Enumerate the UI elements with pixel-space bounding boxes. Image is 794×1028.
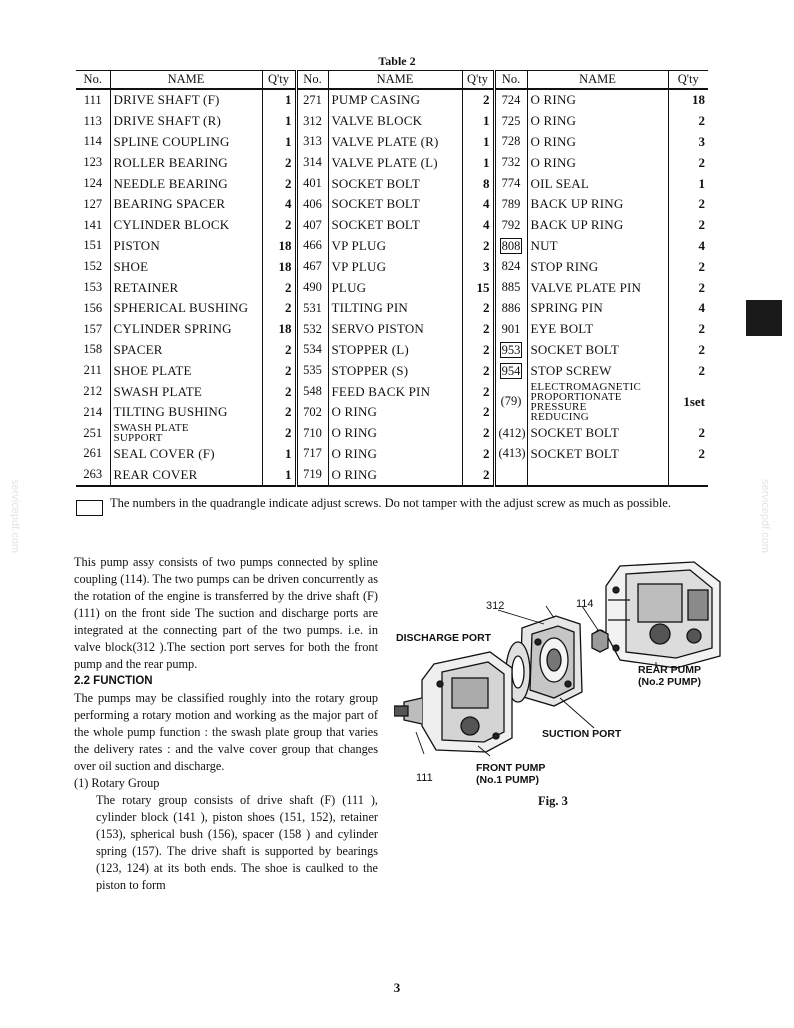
cell-part-name: SOCKET BOLT — [328, 173, 462, 194]
intro-paragraph: This pump assy consists of two pumps connected by spline coupling (114). The two pumps can be driven concurrently as the rotation of the engine is transferred by the drive shaft (F) (111) on the front side The suction and discharge ports are integrated at the connecting part of the two pumps. i.e. in valve block(312 ).The section port serves for both the front pump and the rear pump. — [74, 555, 378, 671]
page-number: 3 — [393, 980, 401, 995]
cell-part-no: 214 — [83, 404, 103, 419]
table-header-row — [76, 71, 708, 90]
cell-part-no: 263 — [76, 464, 110, 486]
cell-quantity: 2 — [462, 360, 494, 381]
part-name-line: PRESSURE — [530, 400, 587, 413]
cell-quantity: 2 — [462, 423, 494, 444]
figure-label-rear-pump-no2: (No.2 PUMP) — [638, 676, 701, 688]
cell-quantity: 1 — [668, 173, 708, 194]
cell-quantity: 2 — [262, 298, 296, 319]
spline-coupling-drawing — [592, 630, 608, 652]
header-qty: Q'ty — [462, 71, 494, 90]
cell-quantity: 1 — [262, 132, 296, 153]
table-row — [76, 444, 708, 465]
cell-part-no: 312 — [296, 111, 328, 132]
cell-quantity: 8 — [462, 173, 494, 194]
cell-part-name: TILTING PIN — [328, 298, 462, 319]
cell-part-name: BACK UP RING — [527, 215, 668, 236]
cell-quantity: 2 — [668, 423, 708, 444]
cell-quantity: 2 — [668, 215, 708, 236]
cell-quantity: 2 — [462, 340, 494, 361]
cell-part-no: 123 — [83, 155, 103, 170]
cell-part-name: SPACER — [110, 340, 262, 361]
rotary-group-paragraph: The rotary group consists of drive shaft (F) (111 ), cylinder block (141 ), piston shoes (151, 152), retainer (153), spherical bush (156), spacer (158 ) and cylinder spring (157). The drive shaft is supported by bearings (123, 124) at its both ends. The shoe is caulked to the piston to form — [96, 793, 378, 892]
part-name-line: SWASH PLATE — [113, 422, 189, 435]
cell-quantity: 2 — [668, 194, 708, 215]
cell-part-name: SPRING PIN — [527, 298, 668, 319]
cell-part-no: 141 — [83, 217, 103, 232]
cell-quantity: 1 — [262, 89, 296, 111]
table-row — [76, 381, 708, 402]
cell-part-no: 153 — [83, 280, 103, 295]
cell-part-no: 158 — [83, 342, 103, 357]
cell-part-no: 886 — [494, 298, 527, 319]
table-row — [76, 256, 708, 277]
cell-quantity: 2 — [462, 444, 494, 465]
cell-quantity: 4 — [462, 194, 494, 215]
cell-part-no: 156 — [83, 300, 103, 315]
cell-quantity: 18 — [262, 256, 296, 277]
cell-part-name: VALVE PLATE PIN — [527, 277, 668, 298]
cell-quantity: 2 — [262, 215, 296, 236]
cell-part-no: 548 — [296, 381, 328, 402]
cell-part-name: SOCKET BOLT — [328, 215, 462, 236]
header-name: NAME — [328, 71, 462, 90]
cell-quantity: 2 — [462, 236, 494, 257]
cell-part-no: 151 — [83, 238, 103, 253]
cell-quantity: 1 — [462, 132, 494, 153]
cell-part-name: CYLINDER SPRING — [110, 319, 262, 340]
table-row — [76, 111, 708, 132]
cell-quantity: 4 — [668, 298, 708, 319]
figure-label-front-pump: FRONT PUMP — [476, 762, 546, 774]
cell-quantity: 4 — [462, 215, 494, 236]
table-title: Table 2 — [378, 54, 416, 68]
figure-label-114: 114 — [576, 598, 594, 610]
cell-quantity: 3 — [668, 132, 708, 153]
cell-quantity: 2 — [262, 381, 296, 402]
cell-part-name: PUMP CASING — [328, 89, 462, 111]
cell-quantity: 2 — [462, 381, 494, 402]
cell-quantity: 2 — [668, 444, 708, 465]
cell-part-name: OIL SEAL — [527, 173, 668, 194]
cell-part-no: 719 — [296, 464, 328, 486]
cell-quantity: 1 — [262, 444, 296, 465]
cell-part-no: 531 — [296, 298, 328, 319]
legend-note: The numbers in the quadrangle indicate adjust screws. Do not tamper with the adjust screw as much as possible. — [110, 496, 671, 510]
header-no: No. — [296, 71, 328, 90]
table-row — [76, 132, 708, 153]
cell-part-name: SHOE — [110, 256, 262, 277]
cell-part-no: 532 — [296, 319, 328, 340]
cell-part-no — [494, 236, 527, 257]
table-row — [76, 340, 708, 361]
cell-part-name: RETAINER — [110, 277, 262, 298]
cell-part-name: O RING — [328, 444, 462, 465]
header-no: No. — [76, 71, 110, 90]
header-no: No. — [494, 71, 527, 90]
table-row — [76, 236, 708, 257]
cell-part-name: STOP SCREW — [527, 360, 668, 381]
part-name-line: PROPORTIONATE — [530, 390, 622, 403]
cell-quantity: 15 — [462, 277, 494, 298]
cell-quantity: 2 — [462, 402, 494, 423]
cell-quantity: 2 — [262, 340, 296, 361]
cell-part-no: 535 — [296, 360, 328, 381]
cell-part-no: 774 — [494, 173, 527, 194]
cell-part-name: EYE BOLT — [527, 319, 668, 340]
cell-part-name: SOCKET BOLT — [527, 340, 668, 361]
cell-part-no: 113 — [83, 113, 102, 128]
cell-quantity: 18 — [262, 236, 296, 257]
cell-part-no: 702 — [296, 402, 328, 423]
cell-part-no: 534 — [296, 340, 328, 361]
table-row — [76, 194, 708, 215]
cell-quantity: 4 — [262, 194, 296, 215]
cell-quantity: 1set — [668, 381, 708, 423]
cell-part-name: SOCKET BOLT — [328, 194, 462, 215]
cell-part-name: STOP RING — [527, 256, 668, 277]
cell-part-no: 314 — [296, 152, 328, 173]
cell-quantity: 18 — [262, 319, 296, 340]
cell-part-name: FEED BACK PIN — [328, 381, 462, 402]
adjust-screw-number: 808 — [501, 238, 521, 253]
figure-label-suction-port: SUCTION PORT — [542, 728, 622, 740]
cell-part-no: 401 — [296, 173, 328, 194]
table-row — [76, 152, 708, 173]
cell-quantity: 2 — [462, 298, 494, 319]
header-qty: Q'ty — [668, 71, 708, 90]
cell-part-no: 725 — [494, 111, 527, 132]
cell-part-no: 124 — [83, 176, 103, 191]
parts-table-body — [76, 89, 708, 486]
cell-part-name: VALVE PLATE (R) — [328, 132, 462, 153]
cell-part-no: 732 — [494, 152, 527, 173]
cell-part-name: O RING — [527, 152, 668, 173]
table-row — [76, 464, 708, 486]
section-heading: 2.2 FUNCTION — [74, 675, 153, 687]
cell-quantity: 3 — [462, 256, 494, 277]
table-row — [76, 277, 708, 298]
cell-part-name: PISTON — [110, 236, 262, 257]
watermark-left: servicepdf.com — [8, 479, 21, 553]
cell-quantity: 2 — [262, 277, 296, 298]
cell-quantity: 2 — [668, 152, 708, 173]
cell-quantity: 2 — [668, 277, 708, 298]
cell-quantity: 2 — [462, 319, 494, 340]
cell-part-name: O RING — [328, 464, 462, 486]
cell-part-no: 490 — [296, 277, 328, 298]
cell-part-name: SOCKET BOLT — [527, 423, 668, 444]
front-pump-drawing — [394, 652, 512, 752]
cell-part-no — [494, 360, 527, 381]
cell-part-no: 251 — [83, 425, 103, 440]
cell-quantity: 2 — [262, 360, 296, 381]
cell-part-name: STOPPER (S) — [328, 360, 462, 381]
cell-quantity: 1 — [262, 111, 296, 132]
cell-part-name: CYLINDER BLOCK — [110, 215, 262, 236]
header-name: NAME — [110, 71, 262, 90]
subheading-rotary-group: (1) Rotary Group — [74, 776, 160, 790]
cell-part-name: BACK UP RING — [527, 194, 668, 215]
part-name-line: REDUCING — [530, 410, 589, 423]
header-qty: Q'ty — [262, 71, 296, 90]
cell-part-no: 710 — [296, 423, 328, 444]
cell-quantity: 1 — [462, 152, 494, 173]
cell-part-no: 212 — [83, 384, 103, 399]
legend-quadrangle-symbol — [76, 500, 103, 516]
cell-part-name: STOPPER (L) — [328, 340, 462, 361]
cell-part-no: 261 — [83, 446, 103, 461]
cell-quantity: 2 — [668, 319, 708, 340]
table-row — [76, 319, 708, 340]
cell-part-name: O RING — [328, 402, 462, 423]
cell-part-name: VALVE PLATE (L) — [328, 152, 462, 173]
cell-part-name: VP PLUG — [328, 256, 462, 277]
cell-quantity: 2 — [262, 173, 296, 194]
cell-part-name: SERVO PISTON — [328, 319, 462, 340]
cell-part-name: SWASH PLATE — [110, 381, 262, 402]
adjust-screw-number: 953 — [501, 342, 521, 357]
table-row — [76, 173, 708, 194]
cell-part-name: NEEDLE BEARING — [110, 173, 262, 194]
cell-part-name: O RING — [527, 89, 668, 111]
body-text — [74, 554, 378, 894]
cell-quantity — [668, 464, 708, 486]
figure-label-111: 111 — [416, 772, 433, 784]
cell-part-name: O RING — [328, 423, 462, 444]
cell-part-name — [527, 464, 668, 486]
cell-part-name-multiline — [110, 423, 262, 444]
cell-quantity: 1 — [262, 464, 296, 486]
cell-part-name: O RING — [527, 132, 668, 153]
rear-pump-drawing — [606, 562, 720, 668]
cell-part-no: 466 — [296, 236, 328, 257]
cell-part-no: (412) — [494, 423, 527, 444]
function-paragraph: The pumps may be classified roughly into the rotary group performing a rotary motion and working as the major part of the whole pump function : the swash plate group that varies the delivery rates : and the valve cover group that changes over oil suction and discharge. — [74, 691, 378, 773]
cell-part-no — [494, 464, 527, 486]
cell-part-name: SEAL COVER (F) — [110, 444, 262, 465]
cell-part-no: 824 — [494, 256, 527, 277]
pump-exploded-figure — [394, 560, 724, 790]
part-name-line: SUPPORT — [113, 432, 163, 444]
cell-part-name: SPHERICAL BUSHING — [110, 298, 262, 319]
part-name-line: ELECTROMAGNETIC — [530, 381, 642, 393]
figure-label-discharge-port: DISCHARGE PORT — [396, 632, 492, 644]
cell-part-name: DRIVE SHAFT (R) — [110, 111, 262, 132]
figure-label-312: 312 — [486, 600, 505, 612]
cell-part-no: 127 — [83, 196, 103, 211]
watermark-right: servicepdf.com — [758, 479, 771, 553]
table-row — [76, 423, 708, 444]
cell-part-name-multiline — [527, 381, 668, 423]
figure-label-rear-pump: REAR PUMP — [638, 664, 702, 676]
cell-part-no: 792 — [494, 215, 527, 236]
cell-part-name: PLUG — [328, 277, 462, 298]
table-row — [76, 89, 708, 111]
cell-part-name: TILTING BUSHING — [110, 402, 262, 423]
cell-quantity: 2 — [262, 402, 296, 423]
cell-part-name: NUT — [527, 236, 668, 257]
cell-quantity: 18 — [668, 89, 708, 111]
cell-quantity: 2 — [462, 89, 494, 111]
cell-part-no: 406 — [296, 194, 328, 215]
cell-quantity: 2 — [668, 340, 708, 361]
cell-part-no: 789 — [494, 194, 527, 215]
cell-part-no: 114 — [83, 134, 102, 149]
cell-part-no: 313 — [296, 132, 328, 153]
cell-part-no: 717 — [296, 444, 328, 465]
header-name: NAME — [527, 71, 668, 90]
adjust-screw-number: 954 — [501, 363, 521, 378]
table-row — [76, 215, 708, 236]
cell-part-no: 885 — [494, 277, 527, 298]
parts-table — [76, 70, 708, 487]
table-row — [76, 360, 708, 381]
cell-part-no: 211 — [83, 363, 102, 378]
page-edge-tab — [746, 300, 782, 336]
cell-part-name: SOCKET BOLT — [527, 444, 668, 465]
cell-part-no: 467 — [296, 256, 328, 277]
cell-part-name: SHOE PLATE — [110, 360, 262, 381]
cell-quantity: 4 — [668, 236, 708, 257]
cell-quantity: 2 — [262, 423, 296, 444]
cell-part-no: (413) — [494, 444, 527, 465]
cell-part-name: VP PLUG — [328, 236, 462, 257]
cell-part-no: 152 — [83, 259, 103, 274]
cell-part-no: 728 — [494, 132, 527, 153]
cell-quantity: 2 — [462, 464, 494, 486]
cell-part-name: VALVE BLOCK — [328, 111, 462, 132]
cell-part-no: 407 — [296, 215, 328, 236]
cell-part-name: BEARING SPACER — [110, 194, 262, 215]
cell-quantity: 2 — [262, 152, 296, 173]
cell-part-name: ROLLER BEARING — [110, 152, 262, 173]
cell-quantity: 2 — [668, 256, 708, 277]
cell-part-name: DRIVE SHAFT (F) — [110, 89, 262, 111]
cell-quantity: 1 — [462, 111, 494, 132]
table-row — [76, 298, 708, 319]
cell-part-no: (79) — [494, 381, 527, 423]
cell-part-name: REAR COVER — [110, 464, 262, 486]
cell-part-name: SPLINE COUPLING — [110, 132, 262, 153]
cell-part-no: 724 — [494, 89, 527, 111]
cell-part-no: 271 — [296, 89, 328, 111]
cell-quantity: 2 — [668, 360, 708, 381]
cell-quantity: 2 — [668, 111, 708, 132]
cell-part-no: 157 — [83, 321, 103, 336]
cell-part-name: O RING — [527, 111, 668, 132]
cell-part-no — [494, 340, 527, 361]
figure-caption: Fig. 3 — [538, 794, 568, 808]
cell-part-no: 111 — [83, 92, 102, 107]
cell-part-no: 901 — [494, 319, 527, 340]
figure-label-front-pump-no1: (No.1 PUMP) — [476, 774, 539, 786]
